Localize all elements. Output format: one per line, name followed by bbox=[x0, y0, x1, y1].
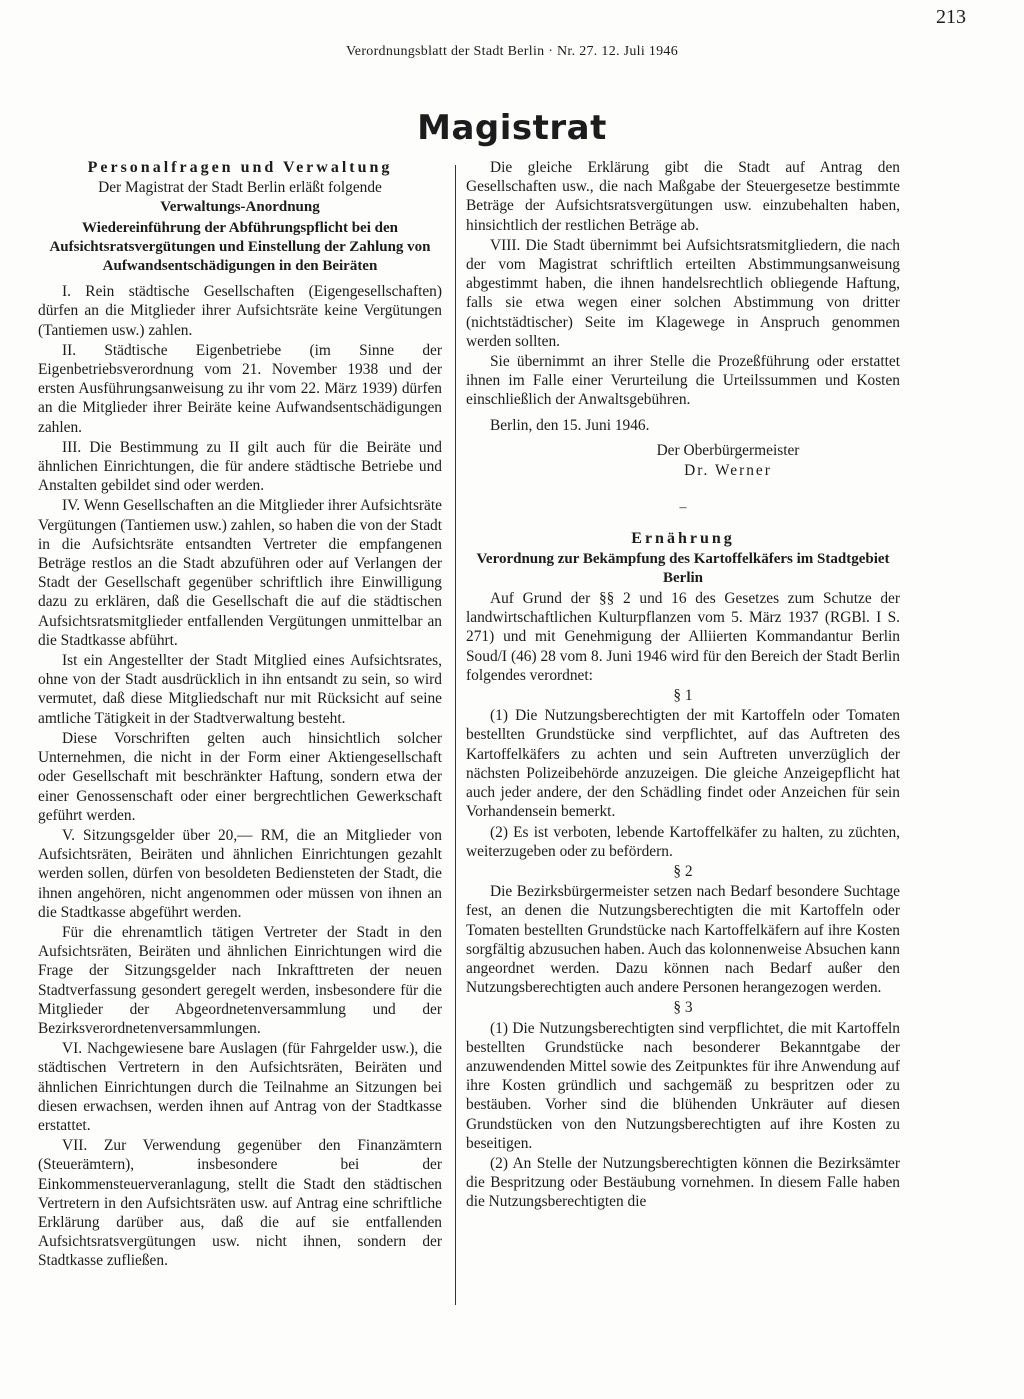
paragraph: IV. Wenn Gesellschaften an die Mitglieder ihrer Aufsichtsräte Vergütungen (Tantiemen usw.) zahlen, so haben die von der Stadt in die Aufsichtsräte entsandten Vertreter die empfangenen Beträge restlos an die Stadt abzuführen oder auf Verlangen der Stadt der Gesellschaft gegenüber schriftlich ihre Einwilligung dazu zu erklären, daß die Gesellschaft die auf die städtischen Aufsichtsratsmitglieder entfallenden Vergütungen unmittelbar an die Stadtkasse abführt. bbox=[38, 497, 442, 649]
page-number: 213 bbox=[936, 6, 966, 28]
date-line: Berlin, den 15. Juni 1946. bbox=[490, 416, 650, 434]
paragraph: Für die ehrenamtlich tätigen Vertreter der Stadt in den Aufsichtsräten, Beiräten und ähnlichen Einrichtungen wird die Frage der Sitzungsgelder nach Inkrafttreten der neuen Stadtverfassung gesondert geregelt werden, insbesondere für die Mitglieder der Abgeordnetenversammlung und der Bezirksverordnetenversammlungen. bbox=[38, 923, 442, 1037]
right-column bbox=[466, 158, 900, 1212]
section-3-label: § 3 bbox=[673, 999, 693, 1017]
paragraph: II. Städtische Eigenbetriebe (im Sinne der Eigenbetriebsverordnung vom 21. November 1938 und der ersten Ausführungsanweisung zu ihr vom 22. März 1939) dürfen an die Mitglieder ihrer Beiräte keine Aufwandsentschädigungen zahlen. bbox=[38, 341, 442, 436]
paragraph: Die Bezirksbürgermeister setzen nach Bedarf besondere Suchtage fest, an denen die Nutzungsberechtigten die mit Kartoffeln oder Tomaten bestellten Grundstücke nach Kartoffelkäfern auf ihre Kosten sorgfältig abzusuchen haben. Auch das kolonnenweise Absuchen kann angeordnet werden. Dazu können nach Bedarf außer den Nutzungsberechtigten auch andere Personen herangezogen werden. bbox=[466, 883, 900, 997]
paragraph: (2) An Stelle der Nutzungsberechtigten können die Bezirksämter die Bespritzung oder Bestäubung vornehmen. In diesem Falle haben die Nutzungsberechtigten die bbox=[466, 1154, 900, 1211]
paragraph: (1) Die Nutzungsberechtigten sind verpflichtet, die mit Kartoffeln bestellten Grundstücke nach besonderer Bekanntgabe der anzuwendenden Mittel sowie des Zeitpunktes für ihre Anwendung auf ihre Kosten gründlich und sachgemäß zu bespritzen oder zu bestäuben. Vorher sind die blühenden Unkräuter auf diesen Grundstücken von den Nutzungsberechtigten auf ihre Kosten zu beseitigen. bbox=[466, 1019, 900, 1152]
left-column bbox=[38, 158, 442, 1271]
masthead-title: Magistrat bbox=[417, 108, 607, 148]
paragraph: VI. Nachgewiesene bare Auslagen (für Fahrgelder usw.), die städtischen Vertretern in den Aufsichtsräten, Beiräten und ähnlichen Einrichtungen durch die Teilnahme an Sitzungen bei diesen erwachsen, werden ihnen auf Antrag von der Stadtkasse erstattet. bbox=[38, 1040, 442, 1134]
paragraph: VII. Zur Verwendung gegenüber den Finanzämtern (Steuerämtern), insbesondere bei der Einkommensteuerveranlagung, stellt die Stadt den städtischen Vertretern in den Aufsichtsräten usw. auf Antrag eine schriftliche Erklärung darüber aus, daß die auf sie entfallenden Aufsichtsratsvergütungen usw. nicht ihnen, sondern der Stadtkasse zufließen. bbox=[38, 1137, 442, 1270]
paragraph: Die gleiche Erklärung gibt die Stadt auf Antrag den Gesellschaften usw., die nach Maßgabe der Steuergesetze bestimmte Beträge der Aufsichtsratsvergütungen usw. einzubehalten haben, hinsichtlich der restlichen Beträge ab. bbox=[466, 159, 900, 234]
paragraph: V. Sitzungsgelder über 20,— RM, die an Mitglieder von Aufsichtsräten, Beiräten und ähnlichen Einrichtungen gezahlt werden sollen, dürfen von besoldeten Bediensteten der Stadt, die ihnen angehören, nicht angenommen oder müssen von ihnen an die Stadtkasse abgeführt werden. bbox=[38, 826, 442, 921]
order-title: Wiedereinführung der Abführungspflicht bei den Aufsichtsratsvergütungen und Einstellung der Zahlung von Aufwandsentschädigungen in den Beiräten bbox=[49, 219, 431, 275]
paragraph: Sie übernimmt an ihrer Stelle die Prozeßführung oder erstattet ihnen im Falle einer Verurteilung die Urteilssummen und Kosten einschließlich der Anwaltsgebühren. bbox=[466, 353, 900, 409]
paragraph: (1) Die Nutzungsberechtigten der mit Kartoffeln oder Tomaten bestellten Grundstücke sind verpflichtet, auf das Auftreten des Kartoffelkäfers zu achten und sein Auftreten unverzüglich der nächsten Polizeibehörde anzuzeigen. Die gleiche Anzeigepflicht hat auch jeder andere, der den Schädling findet oder Anzeichen für sein Vorhandensein bemerkt. bbox=[466, 707, 900, 821]
preamble: Auf Grund der §§ 2 und 16 des Gesetzes zum Schutze der landwirtschaftlichen Kulturpflanzen vom 5. März 1937 (RGBl. I S. 271) und mit Genehmigung der Alliierten Kommandantur Berlin Soud/I (46) 28 vom 8. Juni 1946 wird für den Bereich der Stadt Berlin folgendes verordnet: bbox=[466, 590, 900, 684]
paragraph: VIII. Die Stadt übernimmt bei Aufsichtsratsmitgliedern, die nach der vom Magistrat schriftlich erteilten Abstimmungsanweisung abgestimmt haben, die ihnen handelsrechtlich obliegende Haftung, falls sie etwa wegen einer solchen Abstimmung von dritter (nichtstädtischer) Seite im Klagewege in Anspruch genommen werden sollten. bbox=[466, 236, 900, 350]
paragraph: Ist ein Angestellter der Stadt Mitglied eines Aufsichtsrates, ohne von der Stadt ausdrücklich in ihn entsandt zu sein, so wird vermutet, daß diese Mitgliedschaft nur mit Rücksicht auf seine amtliche Tätigkeit in der Stadtverwaltung besteht. bbox=[38, 652, 442, 727]
paragraph: Diese Vorschriften gelten auch hinsichtlich solcher Unternehmen, die nicht in der Form einer Aktiengesellschaft oder Gesellschaft mit beschränkter Haftung, sondern etwa der einer Genossenschaft oder einer bergrechtlichen Gewerkschaft geführt werden. bbox=[38, 729, 442, 824]
section-1-label: § 1 bbox=[673, 687, 693, 705]
signer-name: Dr. Werner bbox=[684, 462, 772, 480]
running-head: Verordnungsblatt der Stadt Berlin · Nr. 27. 12. Juli 1946 bbox=[345, 44, 679, 59]
signer-title: Der Oberbürgermeister bbox=[656, 441, 800, 459]
order-type: Verwaltungs-Anordnung bbox=[160, 199, 320, 216]
order-title-kartoffelkaefer: Verordnung zur Bekämpfung des Kartoffelkäfers im Stadtgebiet Berlin bbox=[476, 550, 890, 586]
paragraph: III. Die Bestimmung zu II gilt auch für die Beiräte und ähnlichen Einrichtungen, die für andere städtische Betriebe und Anstalten gebildet sind oder werden. bbox=[38, 438, 442, 495]
paragraph: (2) Es ist verboten, lebende Kartoffelkäfer zu halten, zu züchten, weiterzugeben oder zu befördern. bbox=[466, 823, 900, 860]
section-title-personal: Personalfragen und Verwaltung bbox=[87, 159, 393, 176]
intro-line: Der Magistrat der Stadt Berlin erläßt folgende bbox=[98, 179, 382, 197]
section-title-ernaehrung: Ernährung bbox=[631, 530, 735, 548]
section-2-label: § 2 bbox=[673, 862, 693, 880]
section-separator: – bbox=[679, 500, 687, 516]
paragraph: I. Rein städtische Gesellschaften (Eigengesellschaften) dürfen an die Mitglieder ihrer Aufsichtsräte keine Vergütungen (Tantiemen usw.) zahlen. bbox=[38, 283, 442, 339]
column-divider bbox=[455, 165, 456, 1305]
